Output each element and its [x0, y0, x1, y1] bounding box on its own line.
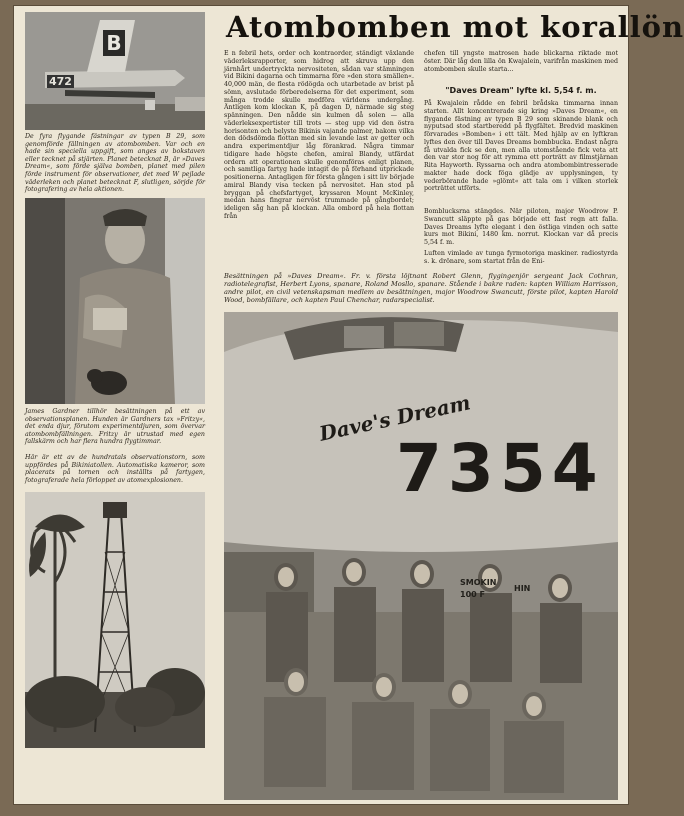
article-column-2-body-b: Bomblucksrna stängdes. När piloten, major Woodrow P. Swancutt släppte på gas började ett fast regn att falla. Daves Dreams lyfte elegant i den östliga vinden och satte kurs mot Bikini, 1480 km. norrut. Klockan var då precis 5,54 f. m.: [424, 208, 618, 246]
b29-caption: De fyra flygande fästningar av typen B 29, som genomförde fällningen av atombomben. Var och en hade sin speciella uppgift, som anges av bokstaven eller tecknet på stjärten. Planet betecknat B, är »Daves Dream«, som förde själva bomben, planet med pilen förde instrument för observationer, det med W pejlade väderleken och planet betecknat F, slutligen, sörjde för fotografering av hela aktionen.: [25, 133, 205, 194]
subheading: "Daves Dream" lyfte kl. 5,54 f. m.: [445, 86, 597, 95]
tower-caption: Här är ett av de hundratals observationstorn, som uppfördes på Bikiniatollen. Automatiska kameror, som placerats på tornen och inställts på fartygen, fotograferade hela förloppet av atomexplosionen.: [25, 454, 205, 484]
nose-number: 7354: [396, 430, 604, 507]
fuselage-text-3: HIN: [514, 584, 531, 593]
daves-dream-crew-photo: [224, 312, 618, 800]
article-column-1: E n febril hets, order och kontraorder, ständigt växlande väderleksrapporter, som hidrog att skruva upp den järnhårt undertryckta nervositeten, sådan var stämningen vid Bikini dagarna och timmarna före »den stora smällen«. 40,000 män, de flesta rödögda och utarbetade av brist på sömn, avslutade förberedelserna för det experiment, som många trodde skulle medföra världens undergång. Äntligen kom klockan K, på dagen D, närmade sig steg spänningen. Den nådde sin kulmen då solen — alla väderleksexpertister till trots — steg upp vid den östra horisonten och belyste Bikinis vajande palmer, bakom vilka den dödsdömda flottan med sin levande last av getter och andra experimentdjur låg förankrad. Några timmar tidigare hade högste chefen, amiral Blandy, utfärdat ordern att operationen skulle genomföras enligt planen, och samtliga fartyg hade intagit de på förhand utprickade positionerna. Antagligen för första gången i sitt liv började amiral Blandy visa tecken på nervositet. Han stod på bryggan på chefsfartyget, kryssaren Mount McKinley, medan hans fingrar nervöst trummade på gångbordet; ideligen såg han på klockan. Alla ombord på hela flottan från: [224, 50, 414, 220]
crew-caption: Besättningen på »Daves Dream«. Fr. v. första löjtnant Robert Glenn, flygingenjör sergeant Jack Cothran, radiotelegrafist, Herbert Lyons, spanare, Roland Mosllo, spanare. Stående i bakre raden: kapten William Harrisson, andre pilot, en civil vetenskapsman medlem av besättningen, major Woodrow Swancutt, förste pilot, kapten Harold Wood, bombfällare, och kapten Paul Chenchar, radarspecialist.: [224, 272, 618, 304]
gardner-photo: [25, 198, 205, 404]
fuselage-text-2: 100 F: [460, 590, 485, 599]
newspaper-page: [14, 6, 684, 804]
headline: Atombomben mot korallön: [226, 10, 684, 44]
nose-name: Dave's Dream: [317, 390, 473, 446]
b29-tail-photo: [25, 12, 205, 130]
tower-photo: [25, 492, 205, 748]
article-column-2-intro: chefen till yngste matrosen hade blickarna riktade mot öster. Där låg den lilla ön Kwajalein, varifrån maskinen med atombomben skulle starta...: [424, 50, 618, 73]
article-column-2-body-c: Luften vimlade av tunga fyrmotoriga maskiner. radiostyrda s. k. drönare, som startat från de Eni-: [424, 250, 618, 265]
fuselage-text-1: SMOKIN: [460, 578, 497, 587]
article-column-2-body: På Kwajalein rådde en febril brådska timmarna innan starten. Allt koncentrerade sig kring »Daves Dream«, en flygande fästning av typen B 29 som skinande blank och nyputsad stod startberedd på flygfältet. Bredvid maskinen förvarades »Bomben« i ett tält. Med hjälp av en lyftkran lyftes den över till Daves Dreams bombbucka. Endast några få utvalda fick se den, men alla utomstående fick veta att den var stor nog för att rymma ett porträtt av filmstjärnan Rita Hayworth. Ryssarna och andra atombombintresserade makter hade dock föga glädje av upplysningen, ty vederbörande hade »glömt« att tala om i vilken storlek porträttet utförts.: [424, 100, 618, 193]
gardner-caption: James Gardner tillhör besättningen på ett av observationsplanen. Hunden är Gardners tax »Fritzy«, det enda djur, förutom experimentdjuren, som övervar atombombfällningen. Fritzy är utrustad med egen fallskärm och har flera hundra flygtimmar.: [25, 408, 205, 446]
tail-letter: B: [106, 31, 122, 55]
tail-number: 472: [49, 75, 72, 88]
